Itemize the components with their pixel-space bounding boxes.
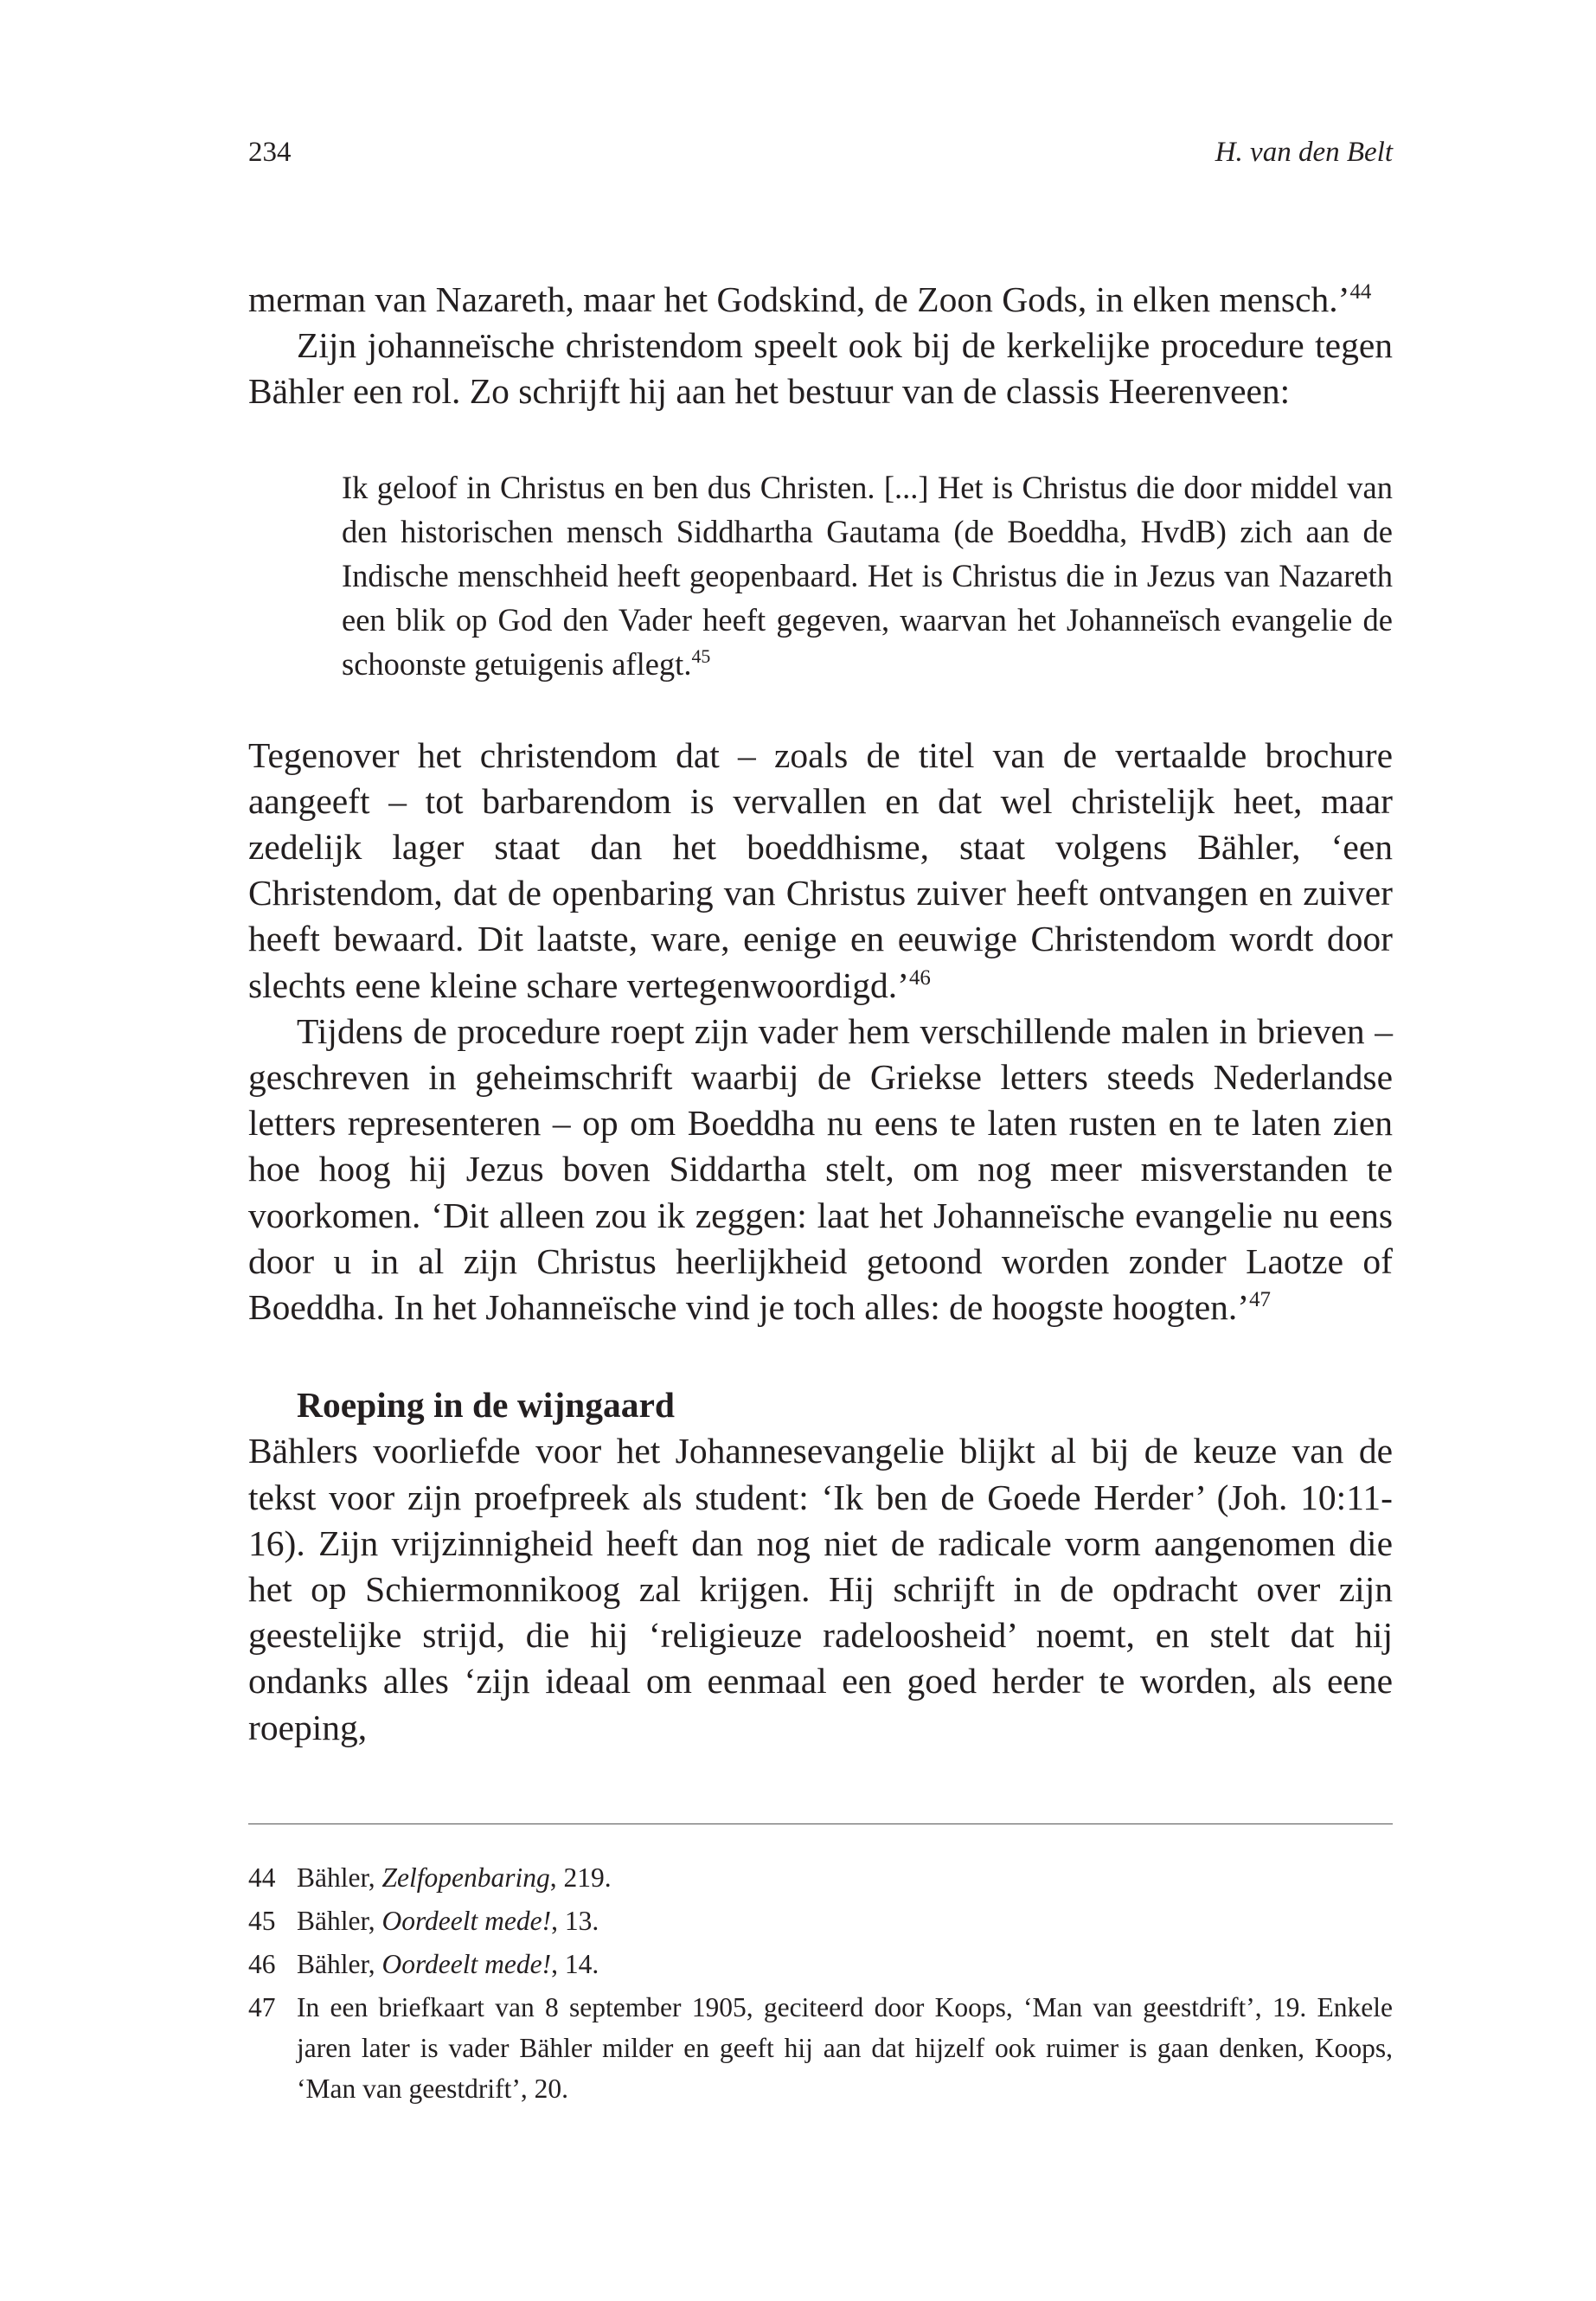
paragraph: Bählers voorliefde voor het Johannesevangelie blijkt al bij de keuze van de tekst voor zijn proefpreek als student: ‘Ik ben de Goede Herder’ (Joh. 10:11-16). Zijn vrijzinnigheid heeft dan nog niet de radicale vorm aangenomen die het op Schiermonnikoog zal krijgen. Hij schrijft in de opdracht over zijn geestelijke strijd, die hij ‘religieuze radeloosheid’ noemt, en stelt dat hij ondanks alles ‘zijn ideaal om eenmaal een goed herder te worden, als eene roeping, [248,1431,1393,1747]
paragraph-continuation [248,277,1393,323]
paragraph-text: Tijdens de procedure roept zijn vader hem verschillende malen in brieven – geschreven in geheimschrift waarbij de Griekse letters steeds Nederlandse letters representeren – op om Boeddha nu eens te laten rusten en te laten zien hoe hoog hij Jezus boven Siddartha stelt, om nog meer misverstanden te voorkomen. ‘Dit alleen zou ik zeggen: laat het Johanneïsche evangelie nu eens door u in al zijn Christus heerlijkheid getoond worden zonder Laotze of Boeddha. In het Johanneïsche vind je toch alles: de hoogste hoogten.’ [248,1010,1393,1328]
footnote-page: , 13. [551,1906,599,1936]
footnote-number: 44 [248,1862,276,1893]
running-head: H. van den Belt [1215,137,1393,168]
footnote-title: Oordeelt mede! [381,1949,552,1979]
footnote-divider [248,1823,1393,1824]
footnote-page: , 219. [549,1862,612,1893]
footnote [248,1987,1393,2109]
page-number: 234 [248,137,292,168]
paragraph [248,733,1393,1009]
footnote [248,1857,1393,1898]
footnote-author: Bähler, [297,1862,382,1893]
block-quote [342,465,1393,686]
footnotes [248,1823,1393,2112]
footnote-ref[interactable]: 46 [908,965,931,990]
footnote-title: Zelfopenbaring [381,1862,550,1893]
quote-paragraph [342,465,1393,686]
footnote-ref[interactable]: 45 [691,645,711,668]
footnote-ref[interactable]: 44 [1349,280,1372,304]
footnote-text: In een briefkaart van 8 september 1905, geciteerd door Koops, ‘Man van geestdrift’, 19. Enkele jaren later is vader Bähler milder en geeft hij aan dat hijzelf ook ruimer is gaan denken, Koops, ‘Man van geestdrift’, 20. [297,1992,1393,2104]
paragraph [248,1009,1393,1330]
quote-text: Ik geloof in Christus en ben dus Christen. [...] Het is Christus die door middel van den historischen mensch Siddhartha Gautama (de Boeddha, HvdB) zich aan de Indische menschheid heeft geopenbaard. Het is Christus die in Jezus van Nazareth een blik op God den Vader heeft gegeven, waarvan het Johanneïsch evangelie de schoonste getuigenis aflegt. [342,469,1393,682]
footnote-ref[interactable]: 47 [1249,1288,1271,1312]
paragraph-text: Tegenover het christendom dat – zoals de titel van de vertaalde brochure aangeeft – tot barbarendom is vervallen en dat wel christelijk heet, maar zedelijk lager staat dan het boeddhisme, staat volgens Bähler, ‘een Christendom, dat de openbaring van Christus zuiver heeft ontvangen en zuiver heeft bewaard. Dit laatste, ware, eenige en eeuwige Christendom wordt door slechts eene kleine schare vertegenwoordigd.’ [248,734,1393,1005]
section-heading: Roeping in de wijngaard [297,1385,675,1426]
footnote-number: 45 [248,1906,276,1936]
footnote [248,1944,1393,1984]
page-header [248,137,1393,180]
footnote-page: , 14. [551,1949,599,1979]
footnote-number: 46 [248,1949,276,1979]
footnote-author: Bähler, [297,1906,382,1936]
footnote-title: Oordeelt mede! [381,1906,552,1936]
footnote-number: 47 [248,1992,276,2022]
footnote [248,1900,1393,1941]
main-text [248,277,1393,1751]
paragraph: Zijn johanneïsche christendom speelt ook bij de kerkelijke procedure tegen Bähler een rol. Zo schrijft hij aan het bestuur van de classis Heerenveen: [248,325,1393,412]
footnote-author: Bähler, [297,1949,382,1979]
paragraph-text: merman van Nazareth, maar het Godskind, de Zoon Gods, in elken mensch.’ [248,279,1350,319]
